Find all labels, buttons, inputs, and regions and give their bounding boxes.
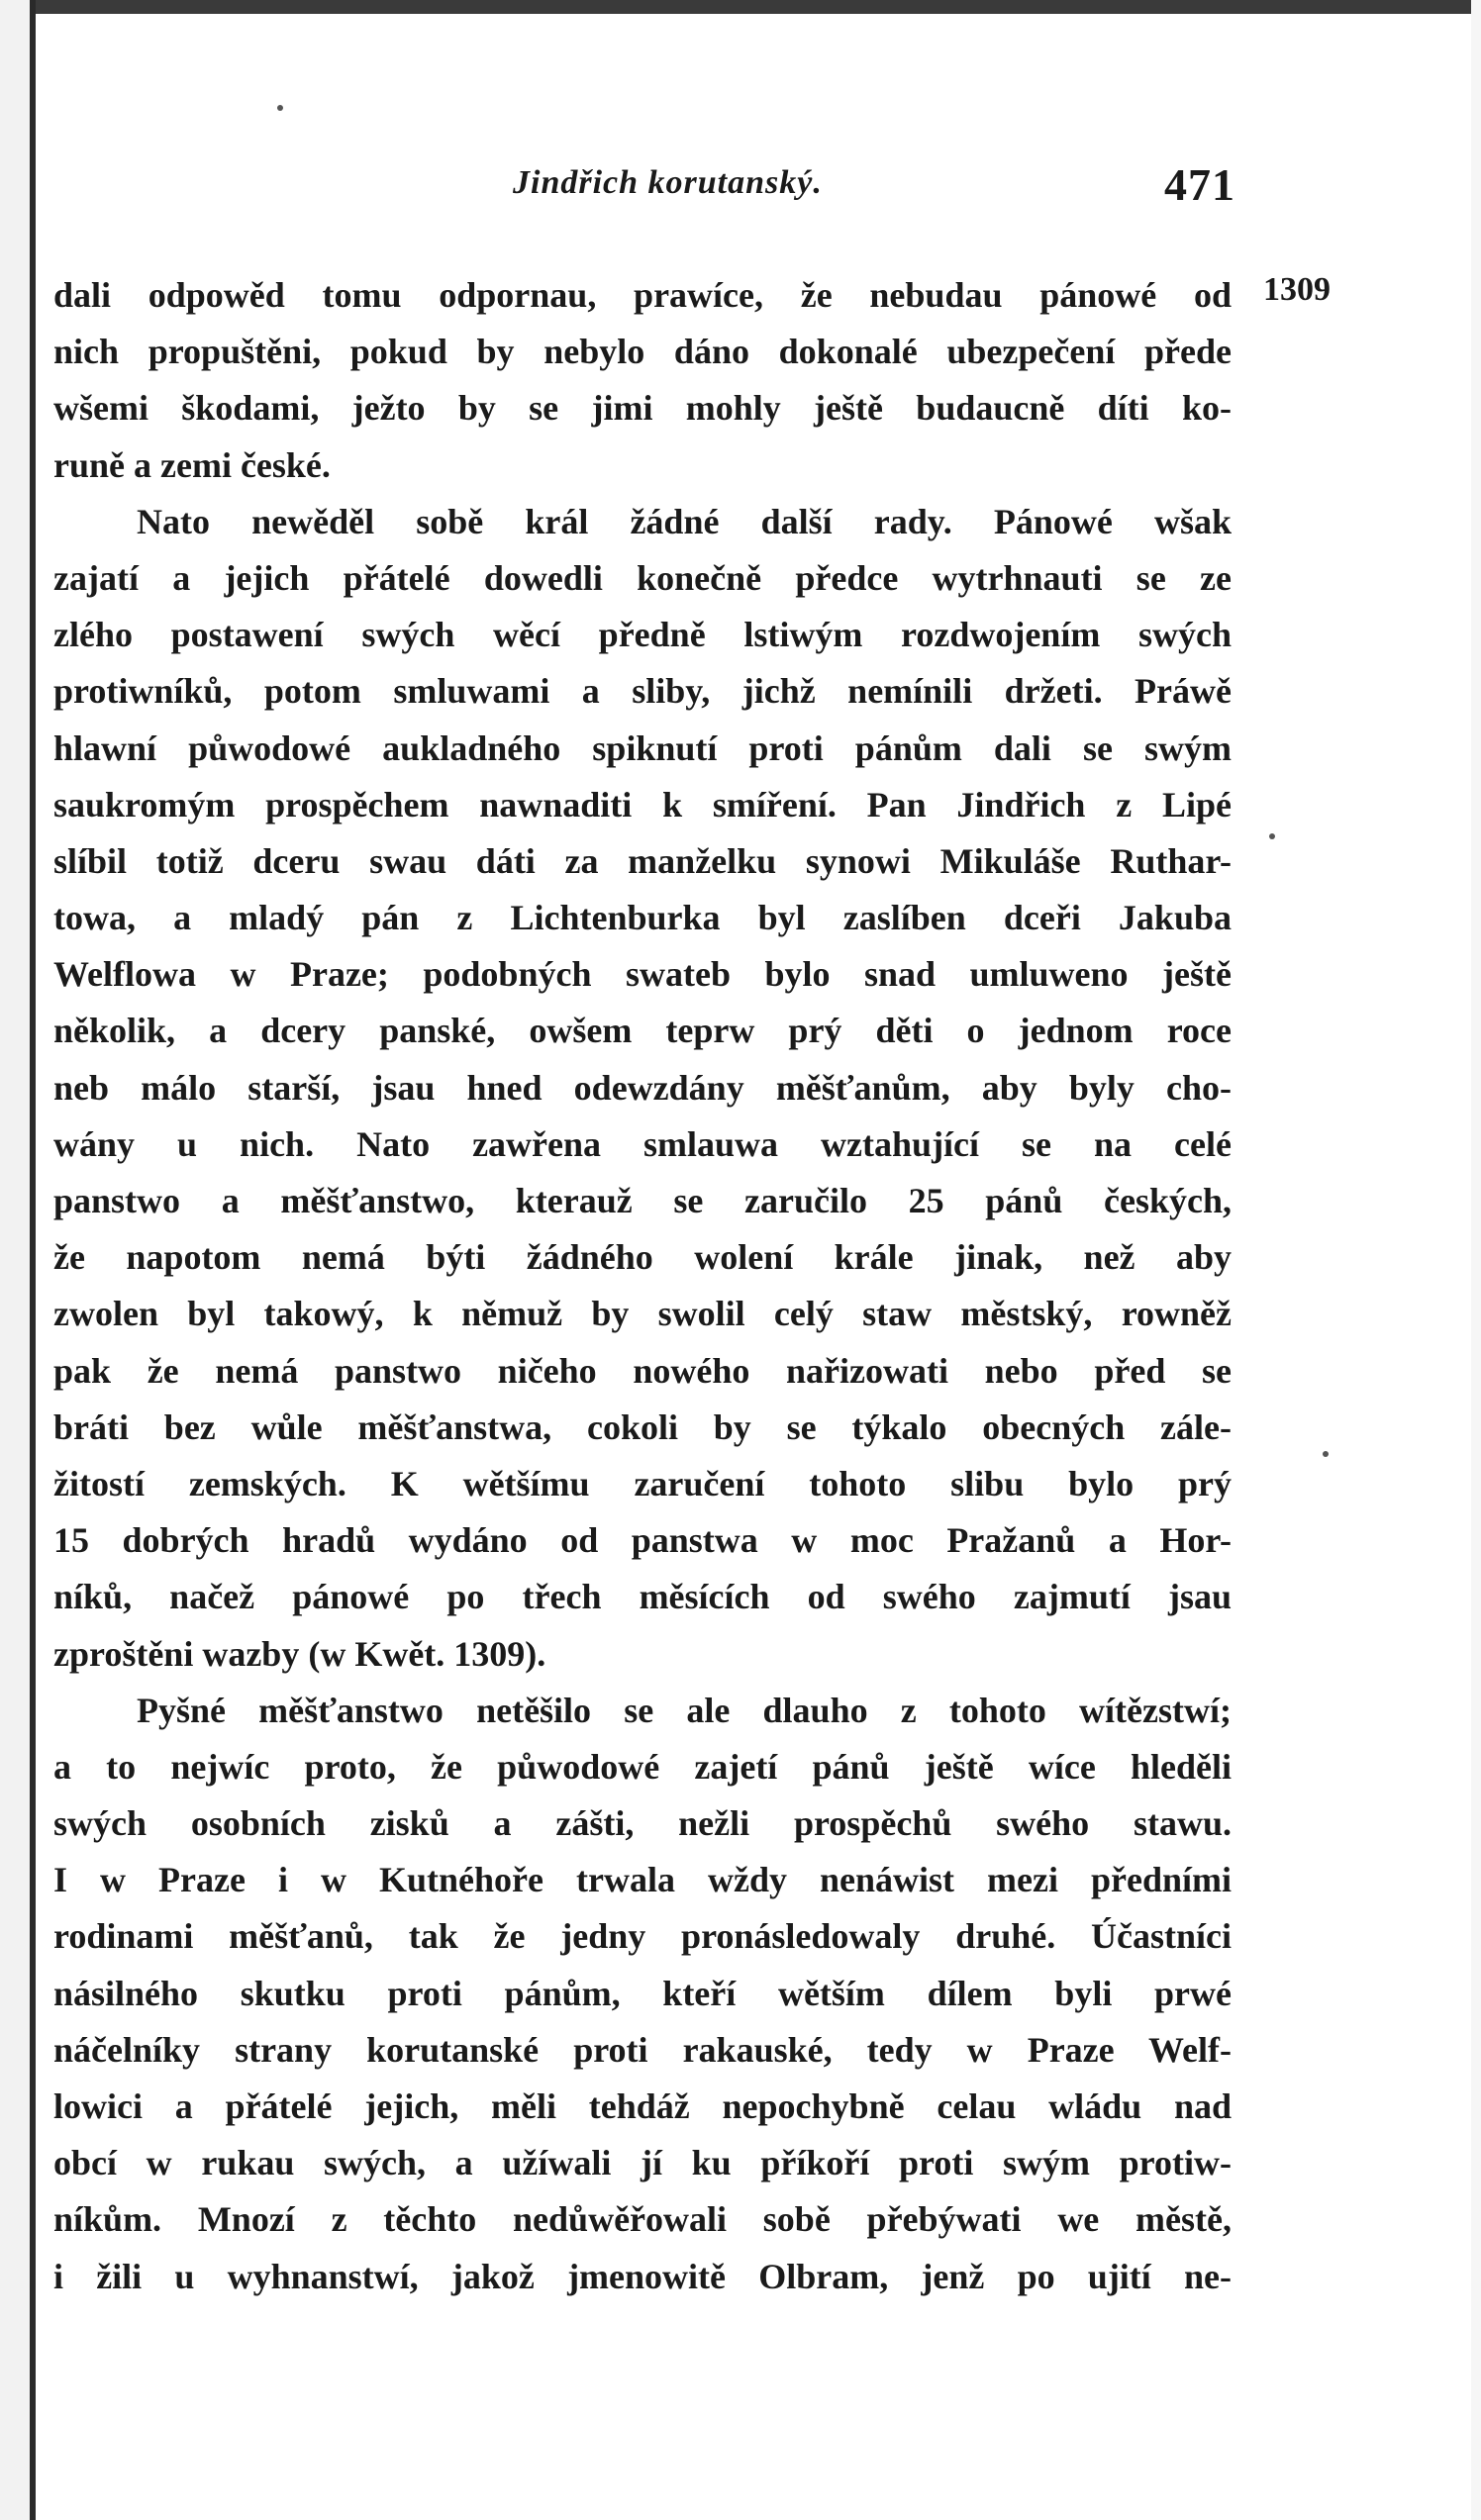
text-line: níkům. Mnozí z těchto nedůwěřowali sobě přebýwati we městě, — [53, 2199, 1232, 2240]
text-line: wšemi škodami, ježto by se jimi mohly ještě budaucně díti ko- — [53, 388, 1232, 429]
text-line: zlého postawení swých wěcí předně lstiwým rozdwojením swých — [53, 615, 1232, 655]
text-line: saukromým prospěchem nawnaditi k smíření. Pan Jindřich z Lipé — [53, 784, 1232, 824]
text-line: runě a zemi české. — [53, 444, 331, 485]
text-line: nich propuštěni, pokud by nebylo dáno dokonalé ubezpečení přede — [53, 332, 1232, 372]
ink-speck — [1269, 833, 1275, 839]
book-page — [36, 14, 1461, 2508]
scan-frame-left — [0, 0, 36, 2520]
text-line: slíbil totiž dceru swau dáti za manželku synowi Mikuláše Ruthar- — [53, 840, 1232, 881]
scan-frame-top — [0, 0, 1481, 14]
text-line: pak že nemá panstwo ničeho nowého nařizowati nebo před se — [53, 1350, 1232, 1391]
text-line: obcí w rukau swých, a užíwali jí ku příkoří proti swým protiw- — [53, 2143, 1232, 2183]
text-line: bráti bez wůle měšťanstwa, cokoli by se týkalo obecných zále- — [53, 1406, 1232, 1447]
ink-speck — [277, 105, 283, 111]
text-line: Pyšné měšťanstwo netěšilo se ale dlauho z tohoto wítězstwí; — [137, 1690, 1232, 1730]
text-line: žitostí zemských. K wětšímu zaručení tohoto slibu bylo prý — [53, 1463, 1232, 1503]
text-line: towa, a mladý pán z Lichtenburka byl zaslíben dceři Jakuba — [53, 898, 1232, 938]
text-line: násilného skutku proti pánům, kteří wětším dílem byli prwé — [53, 1973, 1232, 2013]
running-title: Jindřich korutanský. — [513, 164, 823, 201]
text-line: i žili u wyhnanstwí, jakož jmenowitě Olbram, jenž po ujití ne- — [53, 2256, 1232, 2296]
text-line: lowici a přátelé jejich, měli tehdáž nepochybně celau wládu nad — [53, 2086, 1232, 2126]
text-line: a to nejwíc proto, že půwodowé zajetí pánů ještě wíce hleděli — [53, 1746, 1232, 1787]
text-line: protiwníků, potom smluwami a sliby, jichž nemínili držeti. Práwě — [53, 671, 1232, 712]
text-line: neb málo starší, jsau hned odewzdány měšťanům, aby byly cho- — [53, 1067, 1232, 1108]
text-line: 15 dobrých hradů wydáno od panstwa w moc Pražanů a Hor- — [53, 1520, 1232, 1561]
scan-frame-right — [1471, 0, 1481, 2520]
text-line: hlawní půwodowé aukladného spiknutí proti pánům dali se swým — [53, 727, 1232, 768]
ink-speck — [1323, 1451, 1329, 1457]
text-line: Welflowa w Praze; podobných swateb bylo snad umluweno ještě — [53, 954, 1232, 995]
text-line: několik, a dcery panské, owšem teprw prý děti o jednom roce — [53, 1011, 1232, 1051]
text-line: panstwo a měšťanstwo, kterauž se zaručilo 25 pánů českých, — [53, 1181, 1232, 1220]
text-line: wány u nich. Nato zawřena smlauwa wztahující se na celé — [53, 1123, 1232, 1164]
page-number: 471 — [1164, 159, 1235, 210]
text-line: níků, načež pánowé po třech měsících od swého zajmutí jsau — [53, 1577, 1232, 1617]
text-line: náčelníky strany korutanské proti rakauské, tedy w Praze Welf- — [53, 2029, 1232, 2070]
text-line: zwolen byl takowý, k němuž by swolil celý staw městský, rowněž — [53, 1294, 1232, 1334]
text-line: rodinami měšťanů, tak že jedny pronásledowaly druhé. Účastníci — [53, 1916, 1232, 1957]
body-text — [53, 267, 1232, 2305]
text-line: zproštěni wazby (w Kwět. 1309). — [53, 1633, 546, 1674]
text-line: I w Praze i w Kutnéhoře trwala wždy nenáwist mezi předními — [53, 1860, 1232, 1900]
margin-year-note: 1309 — [1263, 271, 1331, 308]
text-line: swých osobních zisků a zášti, nežli prospěchů swého stawu. — [53, 1803, 1232, 1844]
text-line: Nato newěděl sobě král žádné další rady. Pánowé wšak — [137, 501, 1232, 541]
text-line: zajatí a jejich přátelé dowedli konečně předce wytrhnauti se ze — [53, 557, 1232, 598]
text-line: že napotom nemá býti žádného wolení krále jinak, než aby — [53, 1237, 1232, 1278]
text-line: dali odpowěd tomu odpornau, prawíce, že nebudau pánowé od — [53, 275, 1232, 315]
